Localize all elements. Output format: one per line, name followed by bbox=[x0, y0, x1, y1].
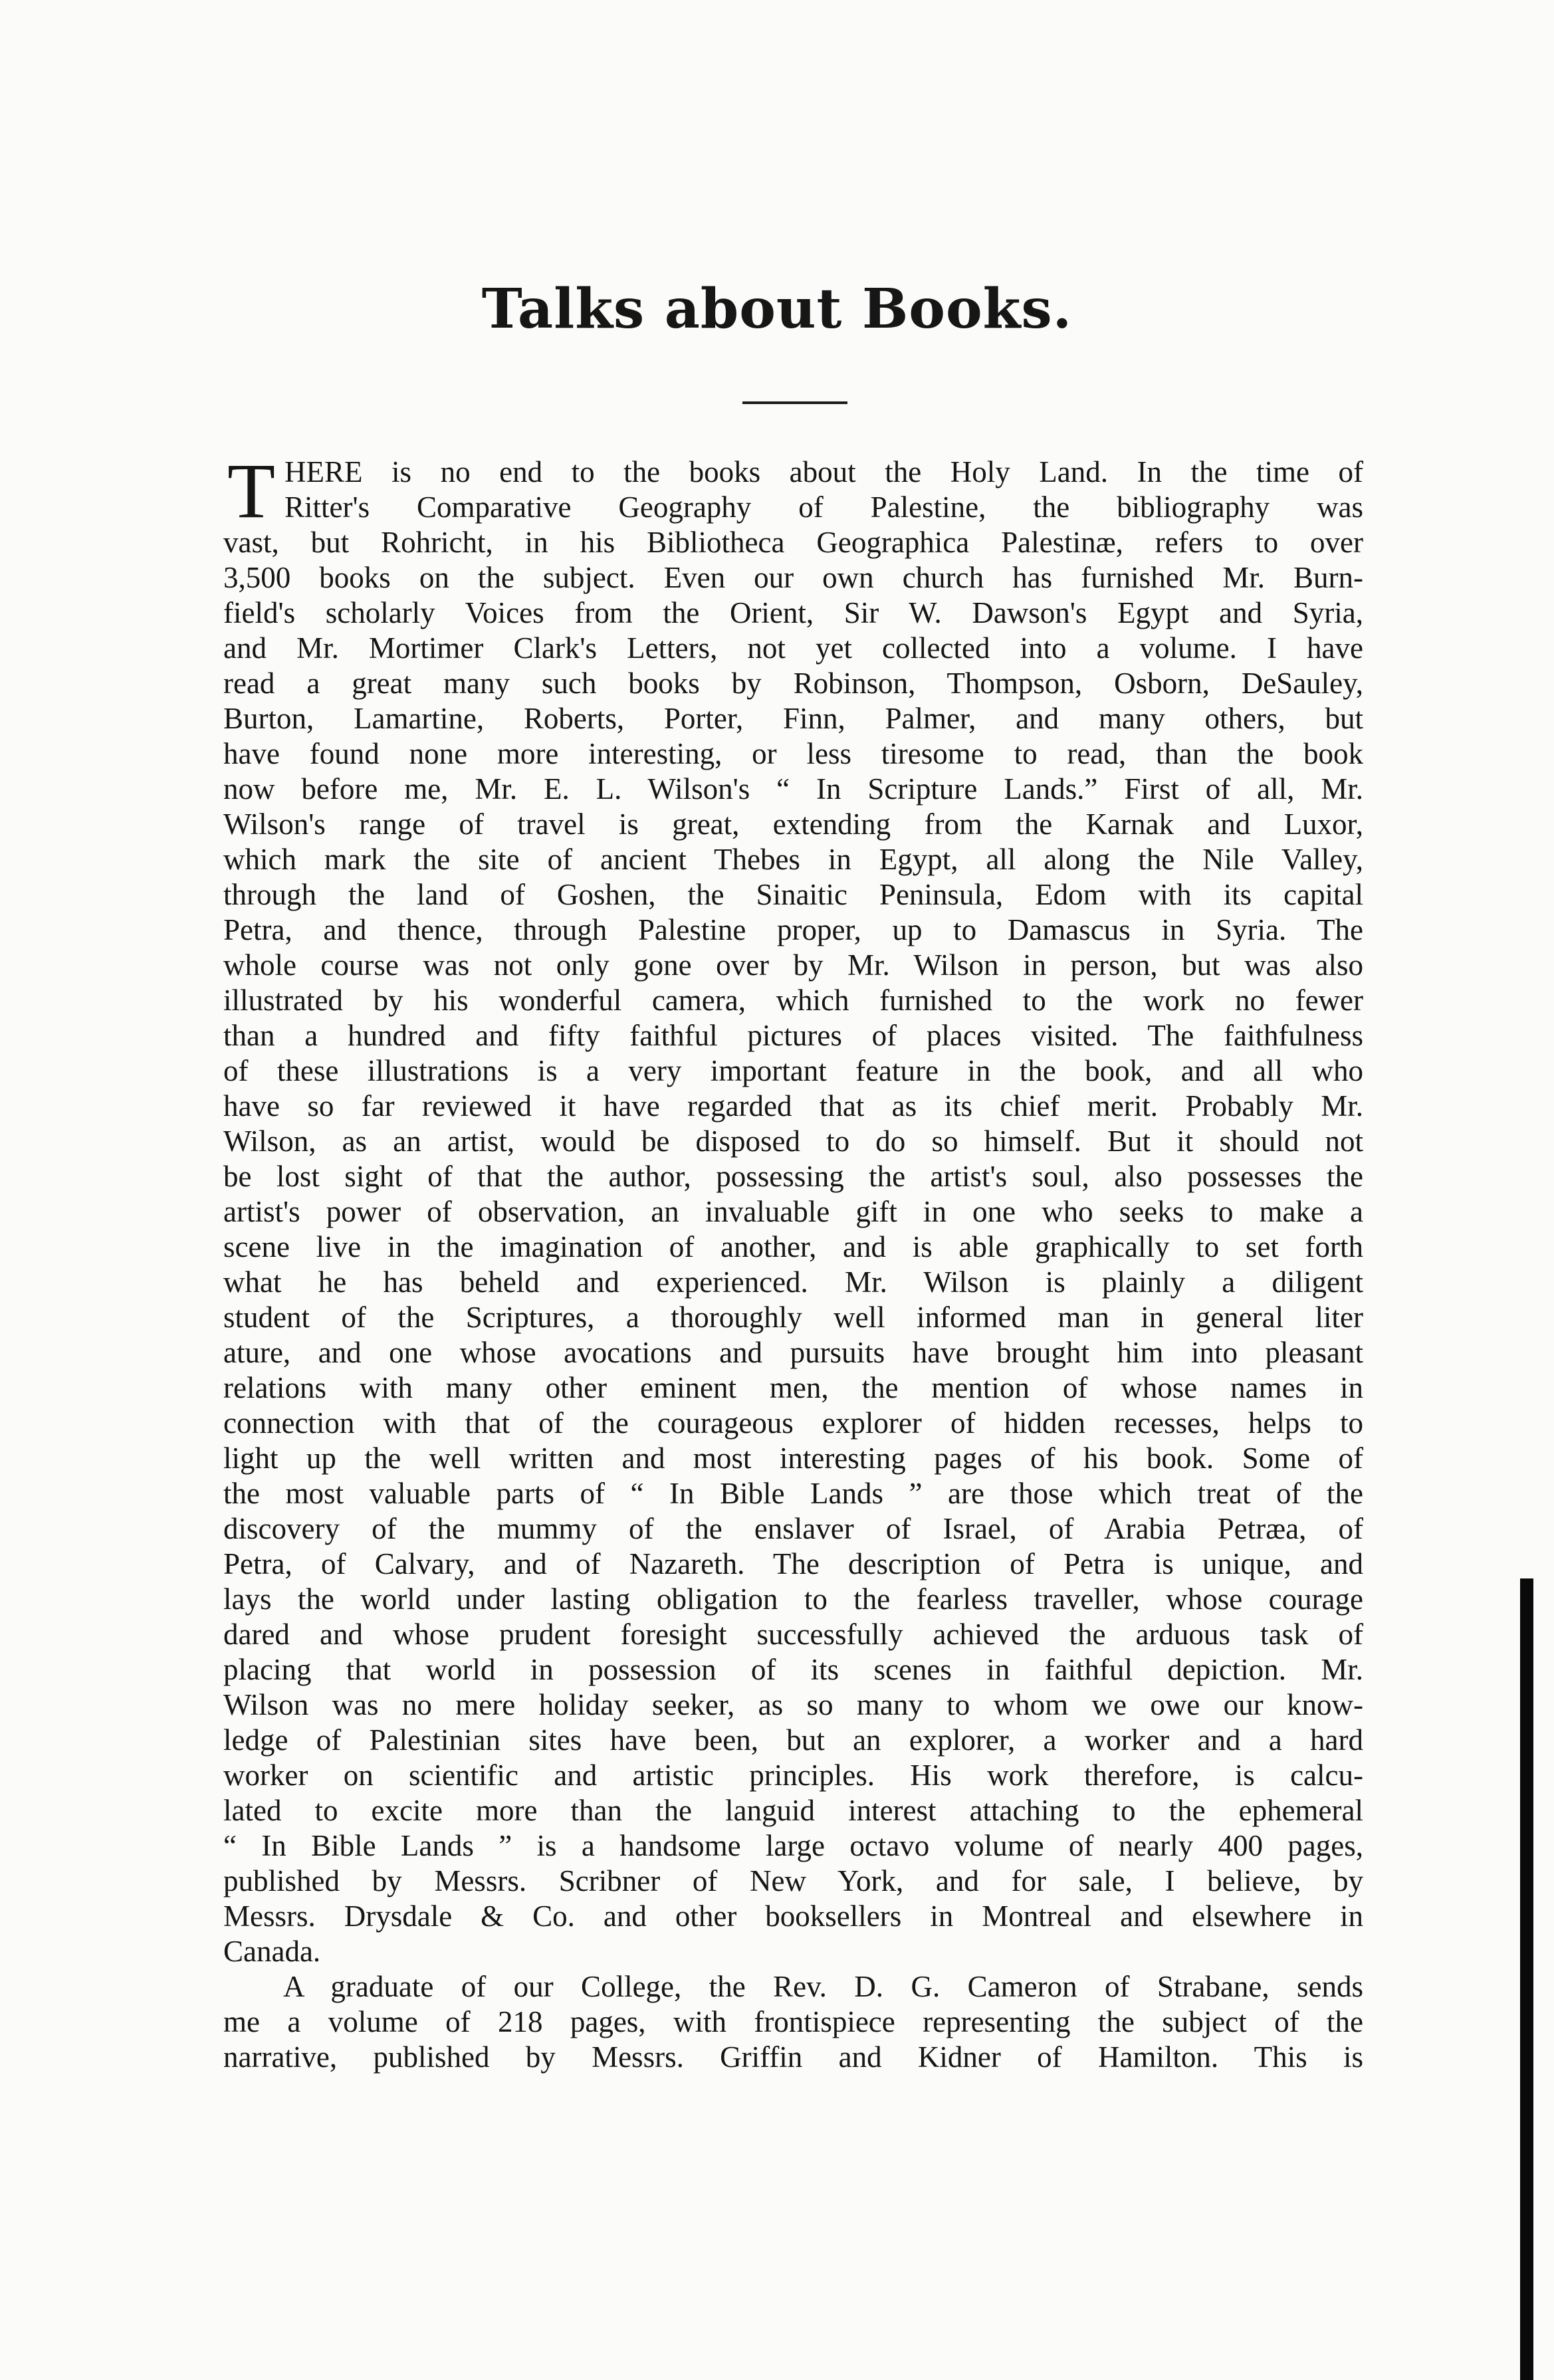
article-body bbox=[223, 447, 1363, 2075]
text-line: lated to excite more than the languid interest attaching to the ephemeral bbox=[223, 1794, 1363, 1827]
text-line: scene live in the imagination of another, and is able graphically to set forth bbox=[223, 1230, 1363, 1263]
text-line: “ In Bible Lands ” is a handsome large octavo volume of nearly 400 pages, bbox=[223, 1829, 1363, 1862]
page-title: Talks about Books. bbox=[481, 277, 1073, 341]
text-line: me a volume of 218 pages, with frontispiece representing the subject of the bbox=[223, 2005, 1363, 2038]
text-line: Petra, of Calvary, and of Nazareth. The description of Petra is unique, and bbox=[223, 1547, 1363, 1580]
text-line: artist's power of observation, an invaluable gift in one who seeks to make a bbox=[223, 1195, 1363, 1228]
text-line: lays the world under lasting obligation to the fearless traveller, whose courage bbox=[223, 1582, 1363, 1616]
text-line: connection with that of the courageous explorer of hidden recesses, helps to bbox=[223, 1406, 1363, 1440]
text-line: Ritter's Comparative Geography of Palestine, the bibliography was bbox=[284, 490, 1363, 524]
text-line: narrative, published by Messrs. Griffin and Kidner of Hamilton. This is bbox=[223, 2040, 1363, 2074]
title-rule bbox=[742, 401, 847, 404]
text-line: light up the well written and most interesting pages of his book. Some of bbox=[223, 1442, 1363, 1475]
text-line: discovery of the mummy of the enslaver of Israel, of Arabia Petræa, of bbox=[223, 1512, 1363, 1545]
drop-cap: T bbox=[227, 447, 276, 534]
text-line: Wilson's range of travel is great, extending from the Karnak and Luxor, bbox=[223, 808, 1363, 841]
text-line: worker on scientific and artistic principles. His work therefore, is calcu- bbox=[223, 1759, 1363, 1792]
text-line: published by Messrs. Scribner of New York, and for sale, I believe, by bbox=[223, 1864, 1363, 1897]
text-line: the most valuable parts of “ In Bible Lands ” are those which treat of the bbox=[223, 1477, 1363, 1510]
text-line: of these illustrations is a very important feature in the book, and all who bbox=[223, 1054, 1363, 1087]
text-line: Petra, and thence, through Palestine proper, up to Damascus in Syria. The bbox=[223, 913, 1363, 946]
text-line: Wilson, as an artist, would be disposed to do so himself. But it should not bbox=[223, 1125, 1363, 1158]
text-line: and Mr. Mortimer Clark's Letters, not yet collected into a volume. I have bbox=[223, 631, 1363, 665]
text-line: A graduate of our College, the Rev. D. G. Cameron of Strabane, sends bbox=[283, 1970, 1363, 2003]
text-line: be lost sight of that the author, possessing the artist's soul, also possesses the bbox=[223, 1160, 1363, 1193]
text-line: illustrated by his wonderful camera, which furnished to the work no fewer bbox=[223, 984, 1363, 1017]
text-line: Burton, Lamartine, Roberts, Porter, Finn, Palmer, and many others, but bbox=[223, 702, 1363, 735]
text-line: field's scholarly Voices from the Orient, Sir W. Dawson's Egypt and Syria, bbox=[223, 596, 1363, 629]
text-line: 3,500 books on the subject. Even our own church has furnished Mr. Burn- bbox=[223, 561, 1363, 594]
text-line: dared and whose prudent foresight successfully achieved the arduous task of bbox=[223, 1618, 1363, 1651]
page-edge-shadow bbox=[1520, 1578, 1533, 2380]
text-line: whole course was not only gone over by Mr. Wilson in person, but was also bbox=[223, 948, 1363, 982]
text-line: read a great many such books by Robinson, Thompson, Osborn, DeSauley, bbox=[223, 667, 1363, 700]
text-line: ature, and one whose avocations and pursuits have brought him into pleasant bbox=[223, 1336, 1363, 1369]
text-line: have found none more interesting, or less tiresome to read, than the book bbox=[223, 737, 1363, 770]
text-line: student of the Scriptures, a thoroughly well informed man in general liter bbox=[223, 1301, 1363, 1334]
text-line: Wilson was no mere holiday seeker, as so many to whom we owe our know- bbox=[223, 1688, 1363, 1721]
text-line: through the land of Goshen, the Sinaitic Peninsula, Edom with its capital bbox=[223, 878, 1363, 911]
text-line: which mark the site of ancient Thebes in Egypt, all along the Nile Valley, bbox=[223, 843, 1363, 876]
text-line: ledge of Palestinian sites have been, but an explorer, a worker and a hard bbox=[223, 1723, 1363, 1757]
text-line: have so far reviewed it have regarded that as its chief merit. Probably Mr. bbox=[223, 1089, 1363, 1123]
text-line: vast, but Rohricht, in his Bibliotheca Geographica Palestinæ, refers to over bbox=[223, 526, 1363, 559]
text-line: placing that world in possession of its scenes in faithful depiction. Mr. bbox=[223, 1653, 1363, 1686]
text-line: Canada. bbox=[223, 1935, 321, 1968]
text-line: Messrs. Drysdale & Co. and other booksellers in Montreal and elsewhere in bbox=[223, 1899, 1363, 1933]
text-line: HERE is no end to the books about the Holy Land. In the time of bbox=[284, 455, 1363, 488]
text-line: now before me, Mr. E. L. Wilson's “ In Scripture Lands.” First of all, Mr. bbox=[223, 772, 1363, 806]
text-line: than a hundred and fifty faithful pictures of places visited. The faithfulness bbox=[223, 1019, 1363, 1052]
text-line: relations with many other eminent men, the mention of whose names in bbox=[223, 1371, 1363, 1404]
text-line: what he has beheld and experienced. Mr. Wilson is plainly a diligent bbox=[223, 1265, 1363, 1299]
